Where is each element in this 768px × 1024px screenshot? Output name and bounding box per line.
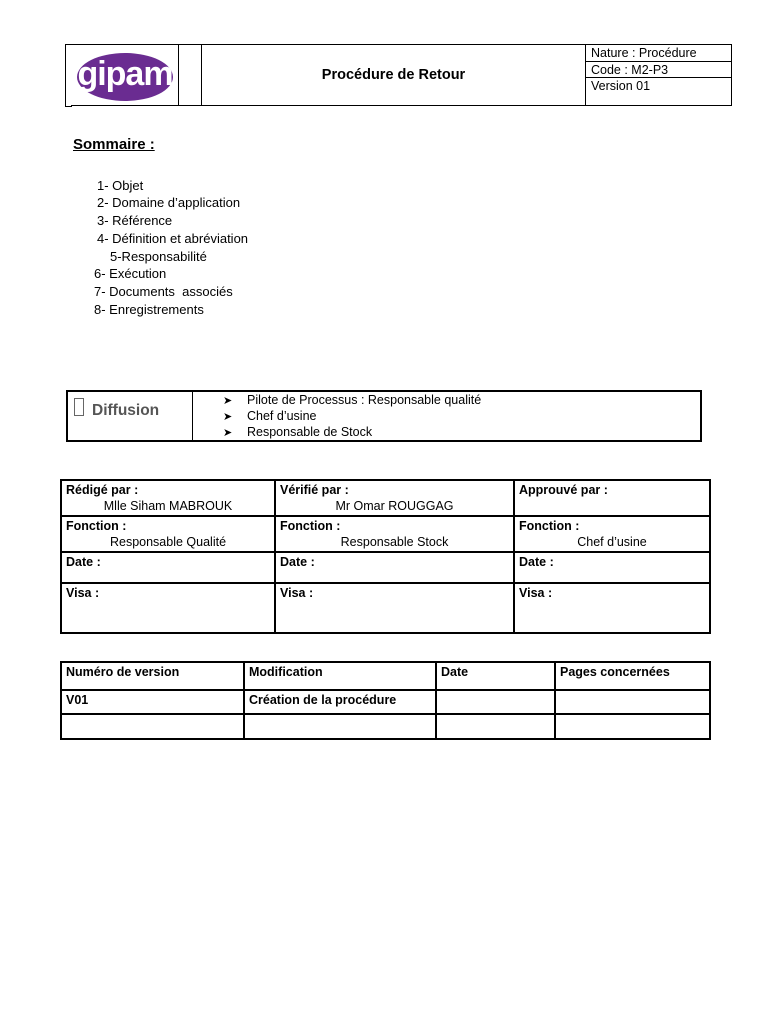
diffusion-item-label: Chef d’usine [247,409,317,423]
table-row [61,480,710,516]
date-cell [275,552,514,583]
header-divider-1-cap [178,44,202,45]
date-cell [61,552,275,583]
diffusion-divider [192,392,193,440]
date-label: Date : [519,555,554,569]
diffusion-label: Diffusion [92,402,160,419]
fonction-label: Fonction : [280,519,341,533]
table-row [61,714,710,739]
approuve-label: Approuvé par : [519,483,608,497]
toc-item: 5-Responsabilité [110,249,207,264]
table-cell [436,714,555,739]
version-history-table [60,661,711,740]
approuve-cell [514,480,710,516]
arrow-bullet-icon: ➤ [223,411,233,423]
document-header [65,44,732,107]
table-cell [555,690,710,714]
table-cell [436,690,555,714]
toc-item: 6- Exécution [94,266,167,281]
date-label: Date : [280,555,315,569]
table-row [61,583,710,633]
toc-item: 7- Documents associés [94,284,233,299]
arrow-bullet-icon: ➤ [223,427,233,439]
diffusion-item-label: Responsable de Stock [247,425,373,439]
table-row [61,516,710,552]
toc-item: 1- Objet [97,178,144,193]
verifie-value: Mr Omar ROUGGAG [335,499,454,513]
version-field: Version 01 [591,79,651,93]
table-cell [555,714,710,739]
gipam-logo [77,53,173,101]
fonction-value: Chef d’usine [577,535,647,549]
redige-value: Mlle Siham MABROUK [103,499,233,513]
nature-field: Nature : Procédure [591,46,697,60]
toc-item: 4- Définition et abréviation [97,231,249,246]
fonction-label: Fonction : [66,519,127,533]
table-header-row [61,662,710,690]
approvals-table [60,479,711,634]
column-header: Modification [244,662,436,690]
document-title: Procédure de Retour [321,67,466,83]
verifie-cell [275,480,514,516]
toc-item: 2- Domaine d’application [97,195,241,210]
fonction-value: Responsable Qualité [109,535,227,549]
visa-label: Visa : [66,586,100,600]
table-cell: V01 [61,690,244,714]
placeholder-glyph-icon [74,398,84,416]
date-cell [514,552,710,583]
visa-cell [275,583,514,633]
table-cell [61,714,244,739]
redige-cell [61,480,275,516]
table-row [61,552,710,583]
visa-label: Visa : [519,586,553,600]
fonction-verifie-cell [275,516,514,552]
column-header: Date [436,662,555,690]
toc-item: 3- Référence [97,213,173,228]
visa-label: Visa : [280,586,314,600]
toc-item: 8- Enregistrements [94,302,204,317]
sommaire-title: Sommaire : [73,136,155,153]
visa-cell [514,583,710,633]
table-row [61,690,710,714]
fonction-redige-cell [61,516,275,552]
column-header: Numéro de version [61,662,244,690]
fonction-approuve-cell [514,516,710,552]
redige-label: Rédigé par : [66,483,139,497]
diffusion-item-label: Pilote de Processus : Responsable qualité [247,393,482,407]
diffusion-item [223,393,481,409]
fonction-value: Responsable Stock [340,535,449,549]
diffusion-box [66,390,702,442]
fonction-label: Fonction : [519,519,580,533]
table-cell: Création de la procédure [244,690,436,714]
diffusion-item [223,409,317,425]
column-header: Pages concernées [555,662,710,690]
code-field: Code : M2-P3 [591,63,669,77]
diffusion-item [223,425,372,441]
logo-text: gipam [77,54,173,93]
date-label: Date : [66,555,101,569]
table-cell [244,714,436,739]
header-divider-1 [178,44,179,106]
verifie-label: Vérifié par : [280,483,349,497]
header-bracket [65,44,72,107]
arrow-bullet-icon: ➤ [223,395,233,407]
visa-cell [61,583,275,633]
